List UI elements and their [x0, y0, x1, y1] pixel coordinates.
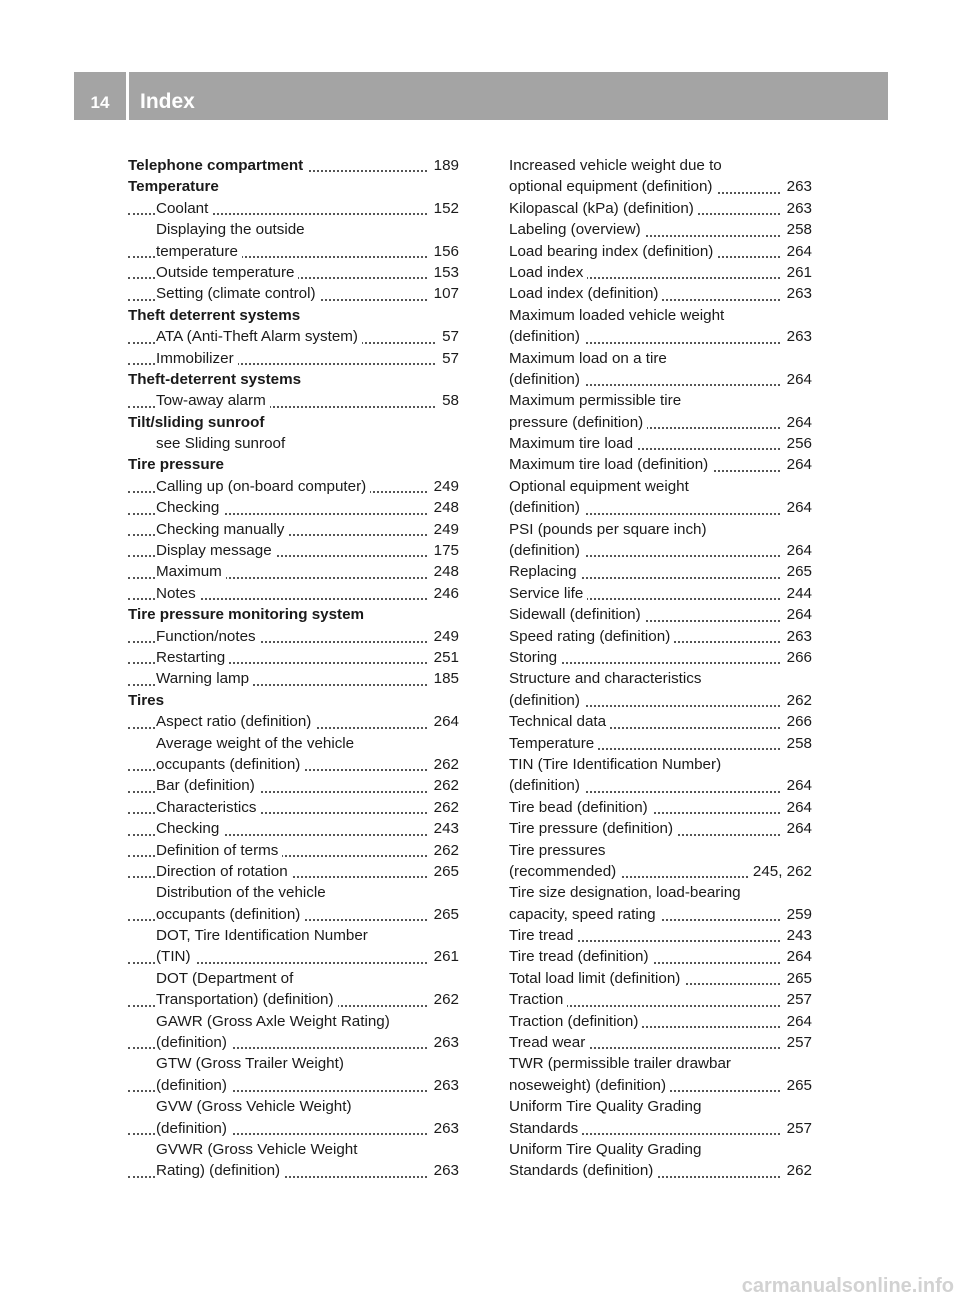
index-entry — [128, 241, 459, 262]
index-entry-text: (definition) — [509, 499, 584, 516]
index-entry-text: PSI (pounds per square inch) — [509, 521, 711, 538]
index-entry-text: Labeling (overview) — [509, 221, 645, 238]
index-page-ref: 248 — [429, 497, 459, 518]
index-entry — [128, 1011, 459, 1032]
index-entry-text: (definition) — [156, 1120, 231, 1137]
index-entry-text: Kilopascal (kPa) (definition) — [509, 200, 698, 217]
index-heading — [128, 604, 459, 625]
index-entry — [509, 840, 812, 861]
index-page-ref: 262 — [429, 797, 459, 818]
index-entry-text: Increased vehicle weight due to — [509, 157, 726, 174]
index-entry — [128, 668, 459, 689]
index-entry — [128, 818, 459, 839]
index-entry-text: Tread wear — [509, 1034, 589, 1051]
index-entry-text: Checking manually — [156, 521, 288, 538]
index-entry — [128, 1139, 459, 1160]
index-entry-text: Distribution of the vehicle — [156, 884, 330, 901]
index-entry-text: (definition) — [509, 371, 584, 388]
index-entry — [509, 647, 812, 668]
index-entry — [509, 604, 812, 625]
index-entry — [509, 1053, 812, 1074]
index-entry — [128, 882, 459, 903]
index-entry-text: Traction (definition) — [509, 1013, 642, 1030]
index-entry — [509, 754, 812, 775]
index-entry-text: Temperature — [128, 178, 223, 195]
index-entry-text: Storing — [509, 649, 561, 666]
index-page-ref: 245, 262 — [748, 861, 812, 882]
index-entry-text: Sidewall (definition) — [509, 606, 645, 623]
index-page-ref: 263 — [782, 176, 812, 197]
index-entry — [128, 797, 459, 818]
index-entry — [128, 561, 459, 582]
index-page-ref: 251 — [429, 647, 459, 668]
index-column-left — [128, 155, 459, 1182]
index-entry — [128, 946, 459, 967]
index-entry-text: Tire pressure (definition) — [509, 820, 677, 837]
index-entry-text: Warning lamp — [156, 670, 253, 687]
index-entry — [128, 497, 459, 518]
index-entry — [509, 176, 812, 197]
index-page-ref: 265 — [782, 1075, 812, 1096]
index-entry-text: Tire pressure monitoring system — [128, 606, 368, 623]
index-entry-text: Maximum permissible tire — [509, 392, 685, 409]
index-page-ref: 263 — [782, 326, 812, 347]
index-entry — [509, 882, 812, 903]
index-entry — [128, 1075, 459, 1096]
index-entry-text: Optional equipment weight — [509, 478, 693, 495]
index-page-ref: 262 — [429, 989, 459, 1010]
index-entry — [128, 754, 459, 775]
index-entry — [128, 540, 459, 561]
index-entry-text: Definition of terms — [156, 842, 282, 859]
index-page-ref: 264 — [782, 946, 812, 967]
index-heading — [128, 369, 459, 390]
index-entry — [128, 583, 459, 604]
index-page-ref: 153 — [429, 262, 459, 283]
index-entry-text: Tire tread — [509, 927, 577, 944]
index-entry-text: Tire bead (definition) — [509, 799, 652, 816]
index-entry-text: Maximum tire load (definition) — [509, 456, 712, 473]
index-entry-text: Service life — [509, 585, 587, 602]
index-entry — [509, 241, 812, 262]
index-page-ref: 264 — [782, 540, 812, 561]
index-entry-text: optional equipment (definition) — [509, 178, 716, 195]
index-entry — [509, 540, 812, 561]
index-entry-text: Standards (definition) — [509, 1162, 657, 1179]
index-entry-text: Immobilizer — [156, 350, 238, 367]
index-entry — [509, 968, 812, 989]
header-bar — [74, 72, 888, 120]
index-entry-text: Characteristics — [156, 799, 260, 816]
index-page-ref: 58 — [437, 390, 459, 411]
index-page-ref: 265 — [782, 561, 812, 582]
index-entry-text: (recommended) — [509, 863, 620, 880]
index-page-ref: 249 — [429, 476, 459, 497]
index-entry — [509, 861, 812, 882]
index-entry-text: Setting (climate control) — [156, 285, 320, 302]
index-entry — [509, 711, 812, 732]
index-entry-text: Theft-deterrent systems — [128, 371, 305, 388]
index-entry — [509, 412, 812, 433]
index-entry-text: Tires — [128, 692, 168, 709]
index-page-ref: 57 — [437, 348, 459, 369]
index-page-ref: 263 — [429, 1032, 459, 1053]
index-entry-text: occupants (definition) — [156, 906, 304, 923]
index-page-ref: 265 — [782, 968, 812, 989]
index-page-ref: 264 — [782, 818, 812, 839]
index-entry — [509, 219, 812, 240]
index-page-ref: 265 — [429, 904, 459, 925]
index-entry-text: temperature — [156, 243, 242, 260]
index-entry — [128, 1032, 459, 1053]
index-entry — [128, 348, 459, 369]
index-page-ref: 264 — [782, 797, 812, 818]
index-entry-text: Speed rating (definition) — [509, 628, 674, 645]
index-entry — [128, 775, 459, 796]
index-entry — [128, 519, 459, 540]
index-entry-text: Displaying the outside — [156, 221, 309, 238]
index-entry-text: Restarting — [156, 649, 229, 666]
index-entry-text: (definition) — [509, 777, 584, 794]
index-entry-text: Temperature — [509, 735, 598, 752]
index-entry — [509, 433, 812, 454]
index-entry-text: Function/notes — [156, 628, 260, 645]
index-entry-text: (definition) — [156, 1077, 231, 1094]
index-entry — [509, 668, 812, 689]
index-page-ref: 259 — [782, 904, 812, 925]
index-entry-text: Display message — [156, 542, 276, 559]
index-entry — [128, 198, 459, 219]
index-entry-text: Replacing — [509, 563, 581, 580]
index-entry — [128, 904, 459, 925]
index-entry-text: Maximum load on a tire — [509, 350, 671, 367]
index-page-ref: 262 — [782, 690, 812, 711]
index-page-ref: 107 — [429, 283, 459, 304]
index-page-ref: 262 — [429, 775, 459, 796]
index-entry — [509, 733, 812, 754]
index-entry-text: Calling up (on-board computer) — [156, 478, 370, 495]
index-page-ref: 57 — [437, 326, 459, 347]
index-page-ref: 249 — [429, 519, 459, 540]
index-page-ref: 175 — [429, 540, 459, 561]
index-page-ref: 249 — [429, 626, 459, 647]
index-entry-text: Tilt/sliding sunroof — [128, 414, 268, 431]
index-entry — [128, 861, 459, 882]
index-entry-text: Tire pressures — [509, 842, 610, 859]
index-page-ref: 264 — [782, 412, 812, 433]
index-entry-text: Tire pressure — [128, 456, 228, 473]
index-page-ref: 248 — [429, 561, 459, 582]
index-page-ref: 262 — [782, 1160, 812, 1181]
index-entry — [509, 390, 812, 411]
index-heading — [128, 412, 459, 433]
index-page-ref: 263 — [429, 1160, 459, 1181]
index-entry — [128, 326, 459, 347]
index-page-ref: 263 — [429, 1075, 459, 1096]
index-entry — [128, 262, 459, 283]
index-page-ref: 262 — [429, 840, 459, 861]
index-page-ref: 246 — [429, 583, 459, 604]
index-entry-text: Uniform Tire Quality Grading — [509, 1141, 705, 1158]
index-heading — [128, 305, 459, 326]
index-entry-text: GVWR (Gross Vehicle Weight — [156, 1141, 361, 1158]
index-entry — [509, 1139, 812, 1160]
index-entry — [509, 775, 812, 796]
index-page-ref: 244 — [782, 583, 812, 604]
index-entry — [509, 348, 812, 369]
index-entry — [128, 390, 459, 411]
index-entry — [128, 647, 459, 668]
index-entry-text: DOT (Department of — [156, 970, 297, 987]
index-entry — [509, 946, 812, 967]
index-entry — [128, 1096, 459, 1117]
index-entry-text: Standards — [509, 1120, 582, 1137]
index-entry-text: pressure (definition) — [509, 414, 647, 431]
index-entry-text: GTW (Gross Trailer Weight) — [156, 1055, 348, 1072]
index-entry-text: Direction of rotation — [156, 863, 292, 880]
index-entry-text: (definition) — [509, 542, 584, 559]
index-page-ref: 265 — [429, 861, 459, 882]
index-heading — [128, 176, 459, 197]
index-entry-text: Rating) (definition) — [156, 1162, 284, 1179]
index-page-ref: 189 — [429, 155, 459, 176]
index-entry-text: Structure and characteristics — [509, 670, 705, 687]
index-page-ref: 263 — [782, 626, 812, 647]
index-entry-text: Checking — [156, 820, 223, 837]
index-entry-text: Tire size designation, load-bearing — [509, 884, 745, 901]
index-entry — [128, 840, 459, 861]
index-page-ref: 257 — [782, 989, 812, 1010]
index-heading — [128, 454, 459, 475]
index-entry-text: Total load limit (definition) — [509, 970, 684, 987]
index-entry — [128, 476, 459, 497]
index-entry — [128, 711, 459, 732]
index-page-ref: 185 — [429, 668, 459, 689]
index-page-ref: 156 — [429, 241, 459, 262]
index-entry-text: Maximum — [156, 563, 226, 580]
index-entry-text: ATA (Anti-Theft Alarm system) — [156, 328, 362, 345]
index-page-ref: 264 — [782, 1011, 812, 1032]
index-page-ref: 261 — [429, 946, 459, 967]
index-entry — [509, 904, 812, 925]
index-column-right — [509, 155, 812, 1182]
index-entry-text: Tow-away alarm — [156, 392, 270, 409]
index-entry — [509, 198, 812, 219]
index-entry — [128, 989, 459, 1010]
index-entry — [509, 262, 812, 283]
index-page-ref: 262 — [429, 754, 459, 775]
index-entry — [509, 561, 812, 582]
index-page-ref: 264 — [429, 711, 459, 732]
index-entry-text: Load index (definition) — [509, 285, 662, 302]
index-entry-text: TWR (permissible trailer drawbar — [509, 1055, 735, 1072]
index-entry-text: (definition) — [509, 692, 584, 709]
index-entry-text: Traction — [509, 991, 567, 1008]
index-entry — [128, 433, 459, 454]
index-heading — [128, 690, 459, 711]
index-entry-text: Telephone compartment — [128, 157, 307, 174]
index-entry-text: Checking — [156, 499, 223, 516]
index-entry-text: capacity, speed rating — [509, 906, 660, 923]
index-page-ref: 152 — [429, 198, 459, 219]
index-page-ref: 243 — [782, 925, 812, 946]
index-page-ref: 264 — [782, 369, 812, 390]
index-page-ref: 264 — [782, 604, 812, 625]
index-entry-text: Bar (definition) — [156, 777, 259, 794]
index-page-ref: 264 — [782, 241, 812, 262]
index-page-ref: 256 — [782, 433, 812, 454]
index-entry — [509, 1096, 812, 1117]
index-entry — [509, 305, 812, 326]
index-entry — [509, 1118, 812, 1139]
index-entry-text: Coolant — [156, 200, 212, 217]
index-page-ref: 266 — [782, 711, 812, 732]
index-entry — [509, 454, 812, 475]
index-entry-text: Maximum loaded vehicle weight — [509, 307, 728, 324]
index-entry — [509, 476, 812, 497]
index-entry-text: see Sliding sunroof — [156, 435, 289, 452]
index-entry — [128, 733, 459, 754]
watermark: carmanualsonline.info — [741, 1275, 954, 1297]
index-entry — [128, 283, 459, 304]
index-entry-text: Maximum tire load — [509, 435, 637, 452]
index-page-ref: 266 — [782, 647, 812, 668]
index-entry — [509, 925, 812, 946]
index-entry — [509, 626, 812, 647]
index-entry — [128, 1053, 459, 1074]
index-page-ref: 264 — [782, 454, 812, 475]
index-entry-text: Theft deterrent systems — [128, 307, 304, 324]
index-entry — [128, 925, 459, 946]
index-page-ref: 261 — [782, 262, 812, 283]
index-entry-text: TIN (Tire Identification Number) — [509, 756, 725, 773]
index-entry-text: GVW (Gross Vehicle Weight) — [156, 1098, 356, 1115]
index-entry-text: GAWR (Gross Axle Weight Rating) — [156, 1013, 394, 1030]
index-page-ref: 258 — [782, 733, 812, 754]
index-page-ref: 264 — [782, 497, 812, 518]
index-entry — [128, 1118, 459, 1139]
index-entry — [509, 583, 812, 604]
index-entry-text: Average weight of the vehicle — [156, 735, 358, 752]
index-entry — [509, 690, 812, 711]
page-number: 14 — [90, 93, 110, 112]
index-entry — [509, 797, 812, 818]
index-entry — [128, 219, 459, 240]
index-page-ref: 263 — [782, 283, 812, 304]
index-entry-text: Technical data — [509, 713, 610, 730]
index-entry — [128, 1160, 459, 1181]
index-entry-text: noseweight) (definition) — [509, 1077, 670, 1094]
index-entry — [509, 519, 812, 540]
index-entry-text: Load bearing index (definition) — [509, 243, 717, 260]
index-entry-text: Transportation) (definition) — [156, 991, 338, 1008]
index-entry — [509, 326, 812, 347]
index-entry — [509, 1160, 812, 1181]
header-separator — [126, 72, 129, 120]
index-entry — [509, 989, 812, 1010]
index-page-ref: 257 — [782, 1032, 812, 1053]
index-entry — [128, 968, 459, 989]
index-entry-text: Aspect ratio (definition) — [156, 713, 315, 730]
index-entry — [509, 1075, 812, 1096]
index-entry-text: Load index — [509, 264, 587, 281]
index-entry-text: DOT, Tire Identification Number — [156, 927, 372, 944]
index-entry — [509, 369, 812, 390]
index-entry-text: (TIN) — [156, 948, 195, 965]
index-entry-text: Uniform Tire Quality Grading — [509, 1098, 705, 1115]
index-entry-text: occupants (definition) — [156, 756, 304, 773]
index-entry — [509, 1011, 812, 1032]
index-entry — [509, 497, 812, 518]
index-entry — [509, 818, 812, 839]
index-entry-text: Tire tread (definition) — [509, 948, 653, 965]
index-page-ref: 243 — [429, 818, 459, 839]
index-entry-text: Notes — [156, 585, 200, 602]
index-entry-text: (definition) — [156, 1034, 231, 1051]
index-entry — [509, 283, 812, 304]
index-entry-text: (definition) — [509, 328, 584, 345]
index-entry — [128, 626, 459, 647]
index-page-ref: 264 — [782, 775, 812, 796]
index-page-ref: 263 — [429, 1118, 459, 1139]
index-entry — [509, 1032, 812, 1053]
index-entry-text: Outside temperature — [156, 264, 298, 281]
index-page-ref: 258 — [782, 219, 812, 240]
index-entry — [509, 155, 812, 176]
index-heading — [128, 155, 459, 176]
section-title: Index — [140, 90, 195, 113]
index-page-ref: 257 — [782, 1118, 812, 1139]
index-page-ref: 263 — [782, 198, 812, 219]
